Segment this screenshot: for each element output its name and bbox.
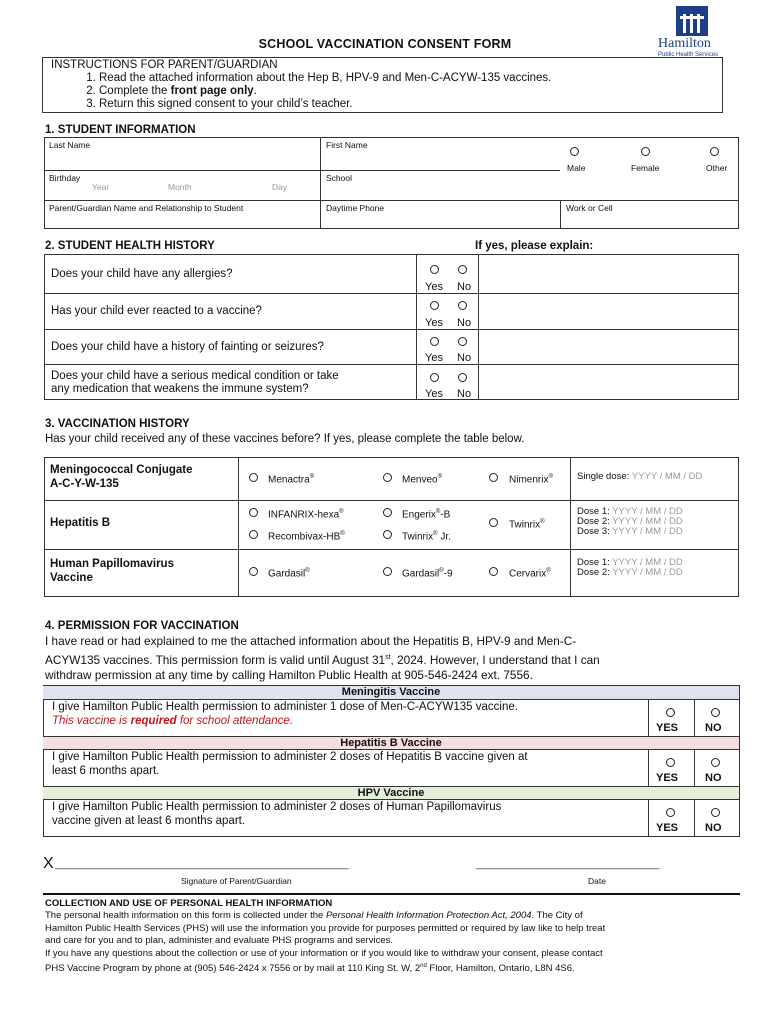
condition-yes-label: Yes xyxy=(425,388,443,400)
logo-subtitle: Public Health Services xyxy=(658,52,719,58)
meningitis-band: Meningitis Vaccine xyxy=(43,686,739,699)
reaction-yes-label: Yes xyxy=(425,317,443,329)
birthday-month-field[interactable]: Month xyxy=(168,182,192,192)
hepb-no-radio[interactable] xyxy=(711,758,720,767)
instruction-3: 3. Return this signed consent to your child’s teacher. xyxy=(99,98,714,111)
allergies-yes-radio[interactable] xyxy=(430,265,439,274)
gender-female-radio[interactable] xyxy=(641,147,650,156)
reaction-explain-input[interactable] xyxy=(480,294,738,328)
allergies-yes-label: Yes xyxy=(425,281,443,293)
health-history-heading: 2. STUDENT HEALTH HISTORY xyxy=(45,240,215,252)
form-title: SCHOOL VACCINATION CONSENT FORM xyxy=(258,37,512,51)
birthday-label: Birthday xyxy=(49,173,81,183)
instruction-1: 1. Read the attached information about the Hep B, HPV-9 and Men-C-ACYW-135 vaccines. xyxy=(99,72,714,85)
condition-yes-radio[interactable] xyxy=(430,373,439,382)
recombivax-label: Recombivax-HB® xyxy=(268,531,345,543)
gardasil9-label: Gardasil®-9 xyxy=(402,568,453,580)
footer-title: COLLECTION AND USE OF PERSONAL HEALTH INFORMATION xyxy=(45,898,333,909)
vax-history-heading: 3. VACCINATION HISTORY xyxy=(45,418,190,430)
infanrix-label: INFANRIX-hexa® xyxy=(268,509,344,521)
medical-condition-question: Does your child have a serious medical condition or take any medication that weakens the immune system? xyxy=(51,370,339,395)
condition-no-radio[interactable] xyxy=(458,373,467,382)
hpv-no-radio[interactable] xyxy=(711,808,720,817)
nimenrix-label: Nimenrix® xyxy=(509,474,553,486)
hpv-yes-label: YES xyxy=(656,822,679,834)
menactra-label: Menactra® xyxy=(268,474,315,486)
hpv-band: HPV Vaccine xyxy=(43,786,739,799)
allergies-no-radio[interactable] xyxy=(458,265,467,274)
gender-other-label: Other xyxy=(706,163,728,173)
hamilton-logo xyxy=(650,6,750,60)
last-name-label: Last Name xyxy=(49,140,91,150)
instruction-2: 2. Complete the front page only. xyxy=(99,85,714,98)
hepb-band: Hepatitis B Vaccine xyxy=(43,736,739,749)
menactra-radio[interactable] xyxy=(249,473,258,482)
allergies-question: Does your child have any allergies? xyxy=(51,268,233,280)
meningitis-yes-radio[interactable] xyxy=(666,708,675,717)
fainting-explain-input[interactable] xyxy=(480,330,738,363)
allergies-explain-input[interactable] xyxy=(480,255,738,292)
hepb-no-label: NO xyxy=(705,772,722,784)
engerix-radio[interactable] xyxy=(383,508,392,517)
hepb-consent-text: I give Hamilton Public Health permission to administer 2 doses of Hepatitis B vaccine given at least 6 months apart. xyxy=(52,751,528,777)
reaction-no-radio[interactable] xyxy=(458,301,467,310)
hpv-consent-text: I give Hamilton Public Health permission to administer 2 doses of Human Papillomavirus vaccine given at least 6 months apart. xyxy=(52,801,502,827)
explain-label: If yes, please explain: xyxy=(475,240,594,252)
birthday-year-field[interactable]: Year xyxy=(92,182,110,192)
hpv-no-label: NO xyxy=(705,822,722,834)
hepb-yes-radio[interactable] xyxy=(666,758,675,767)
hamilton-crest-icon xyxy=(676,6,708,36)
first-name-label: First Name xyxy=(326,140,368,150)
engerix-label: Engerix®-B xyxy=(402,509,451,521)
work-cell-label: Work or Cell xyxy=(566,203,613,213)
logo-name: Hamilton xyxy=(658,36,711,51)
men-single-dose-field[interactable]: Single dose: YYYY / MM / DD xyxy=(577,471,703,482)
daytime-phone-label: Daytime Phone xyxy=(326,203,385,213)
twinrix-jr-radio[interactable] xyxy=(383,530,392,539)
daytime-phone-input[interactable] xyxy=(322,213,558,228)
permission-heading: 4. PERMISSION FOR VACCINATION xyxy=(45,620,239,632)
meningitis-no-radio[interactable] xyxy=(711,708,720,717)
signature-x-mark: X xyxy=(43,855,54,872)
meningitis-no-label: NO xyxy=(705,722,722,734)
condition-no-label: No xyxy=(457,388,472,400)
instructions-heading: INSTRUCTIONS FOR PARENT/GUARDIAN xyxy=(51,59,278,71)
twinrix-radio[interactable] xyxy=(489,518,498,527)
footer-text: The personal health information on this form is collected under the Personal Health Information Protection Act, 2004. The City of Hamilton Public Health Services (PHS) will use the information you provide for purposes permitted or required by law like to help treat and care for you and to plan, administer and evaluate PHS programs and services. If you have any questions about the collection or use of your information or if you would like to withdraw your consent, please contact PHS Vaccine Program by phone at (905) 546-2424 x 7556 or by mail at 110 King St. W, 2nd Floor, Hamilton, Ontario, L8N 4S6. xyxy=(45,910,606,975)
date-line[interactable]: ______________________________ xyxy=(476,858,660,870)
recombivax-radio[interactable] xyxy=(249,530,258,539)
gardasil9-radio[interactable] xyxy=(383,567,392,576)
gender-male-radio[interactable] xyxy=(570,147,579,156)
meningitis-consent-text: I give Hamilton Public Health permission to administer 1 dose of Men-C-ACYW135 vaccine. This vaccine is required for school attendance. xyxy=(52,701,518,727)
reaction-no-label: No xyxy=(457,317,472,329)
cervarix-label: Cervarix® xyxy=(509,568,551,580)
fainting-no-radio[interactable] xyxy=(458,337,467,346)
meningitis-yes-label: YES xyxy=(656,722,679,734)
twinrix-jr-label: Twinrix® Jr. xyxy=(402,531,451,543)
fainting-yes-label: Yes xyxy=(425,352,443,364)
gardasil-label: Gardasil® xyxy=(268,568,310,580)
vaccine-reaction-question: Has your child ever reacted to a vaccine? xyxy=(51,305,262,317)
menveo-label: Menveo® xyxy=(402,474,442,486)
gender-female-label: Female xyxy=(631,163,660,173)
allergies-no-label: No xyxy=(457,281,472,293)
hepb-row-label: Hepatitis B xyxy=(50,517,111,529)
parent-name-input[interactable] xyxy=(45,213,317,228)
men-c-row-label: Meningococcal Conjugate A-C-Y-W-135 xyxy=(50,464,193,490)
date-label: Date xyxy=(588,876,606,886)
condition-explain-input[interactable] xyxy=(480,365,738,399)
school-label: School xyxy=(326,173,352,183)
instructions-box xyxy=(42,57,723,113)
fainting-yes-radio[interactable] xyxy=(430,337,439,346)
signature-line[interactable]: ________________________________________________ xyxy=(55,858,349,870)
fainting-question: Does your child have a history of fainting or seizures? xyxy=(51,341,324,353)
infanrix-radio[interactable] xyxy=(249,508,258,517)
vax-history-question: Has your child received any of these vaccines before? If yes, please complete the table below. xyxy=(45,433,525,445)
birthday-day-field[interactable]: Day xyxy=(272,182,288,192)
gender-other-radio[interactable] xyxy=(710,147,719,156)
gender-male-label: Male xyxy=(567,163,586,173)
signature-label: Signature of Parent/Guardian xyxy=(181,876,292,886)
last-name-input[interactable] xyxy=(45,150,317,169)
fainting-no-label: No xyxy=(457,352,472,364)
hepb-dose-fields[interactable]: Dose 1: YYYY / MM / DD Dose 2: YYYY / MM / DD Dose 3: YYYY / MM / DD xyxy=(577,506,683,537)
work-cell-input[interactable] xyxy=(562,213,738,228)
hpv-row-label: Human Papillomavirus Vaccine xyxy=(50,558,174,584)
menveo-radio[interactable] xyxy=(383,473,392,482)
permission-statement: I have read or had explained to me the attached information about the Hepatitis B, HPV-9 and Men-C- ACYW135 vaccines. This permission form is valid until August 31st, 2024. However, I understand that I can withdraw permission at any time by calling Hamilton Public Health at 905-546-2424 ext. 7556. xyxy=(45,634,600,682)
nimenrix-radio[interactable] xyxy=(489,473,498,482)
gardasil-radio[interactable] xyxy=(249,567,258,576)
cervarix-radio[interactable] xyxy=(489,567,498,576)
first-name-input[interactable] xyxy=(322,150,558,169)
hpv-yes-radio[interactable] xyxy=(666,808,675,817)
student-info-heading: 1. STUDENT INFORMATION xyxy=(45,124,196,136)
reaction-yes-radio[interactable] xyxy=(430,301,439,310)
hpv-dose-fields[interactable]: Dose 1: YYYY / MM / DD Dose 2: YYYY / MM / DD xyxy=(577,557,683,578)
hepb-yes-label: YES xyxy=(656,772,679,784)
parent-name-label: Parent/Guardian Name and Relationship to Student xyxy=(49,203,244,213)
twinrix-label: Twinrix® xyxy=(509,519,545,531)
school-input[interactable] xyxy=(322,182,558,199)
